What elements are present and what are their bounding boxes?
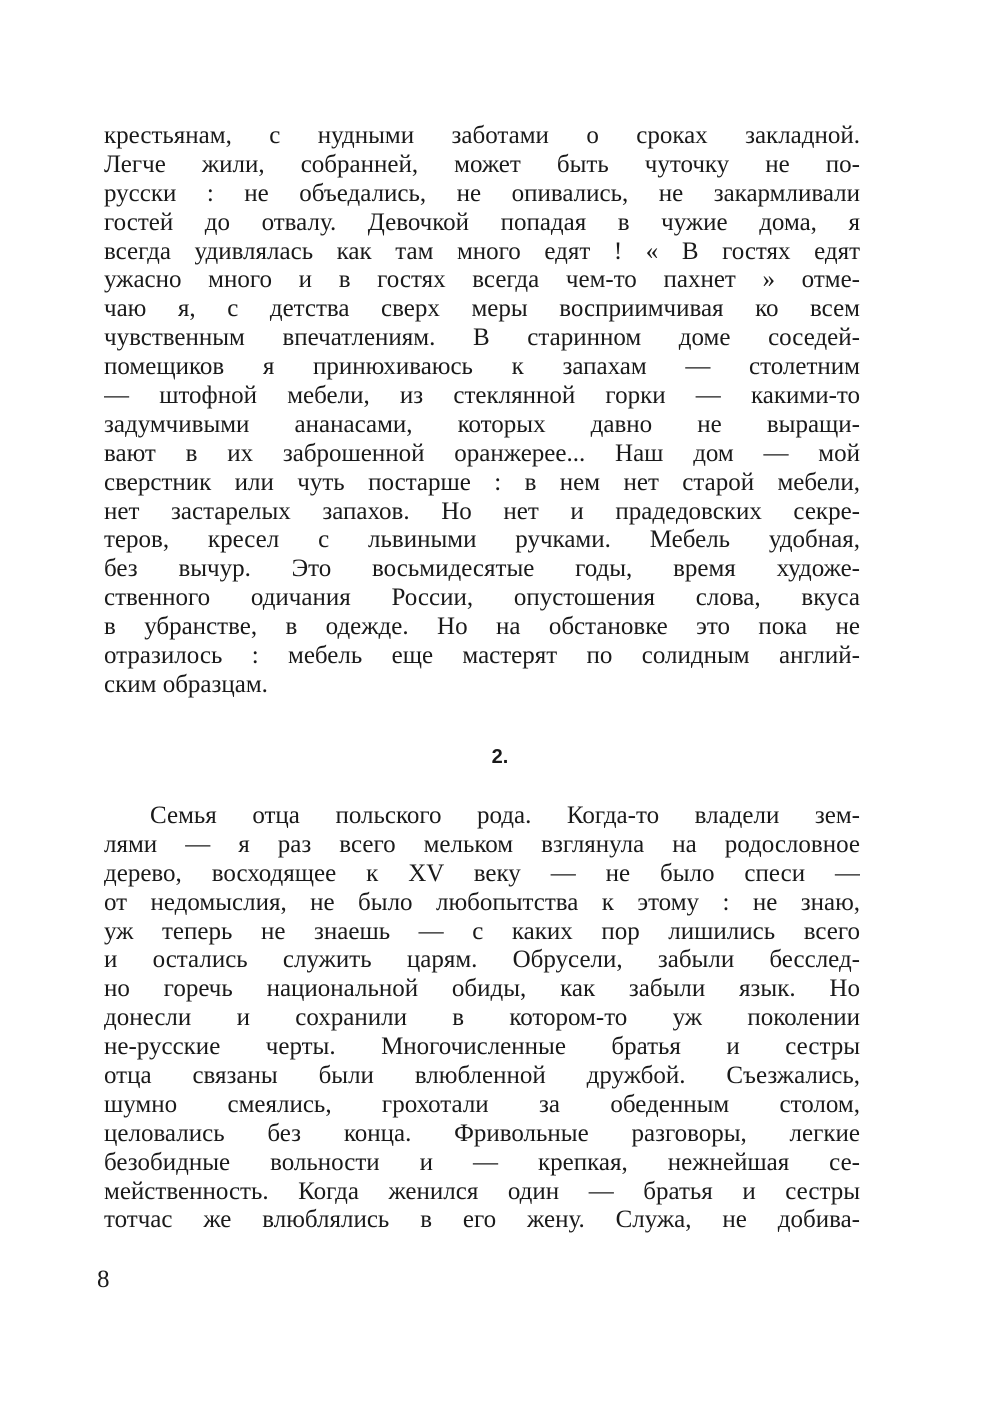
text-line: теров, кресел с львиными ручками. Мебель удобная, <box>104 526 860 554</box>
text-line: чувственным впечатлениям. В старинном доме соседей- <box>104 324 860 352</box>
page-number: 8 <box>97 1266 110 1293</box>
paragraph <box>104 802 860 1235</box>
text-line: нет застарелых запахов. Но нет и прадедовских секре- <box>104 497 860 525</box>
text-line: лями — я раз всего мельком взглянула на родословное <box>104 830 860 858</box>
text-line: отца связаны были влюбленной дружбой. Съезжались, <box>104 1062 860 1090</box>
text-line: отразилось : мебель еще мастерят по солидным англий- <box>104 642 860 670</box>
text-line: — штофной мебели, из стеклянной горки — какими-то <box>104 382 860 410</box>
text-line: безобидные вольности и — крепкая, нежнейшая се- <box>104 1148 860 1176</box>
text-line: но горечь национальной обиды, как забыли язык. Но <box>104 975 860 1003</box>
text-line: задумчивыми ананасами, которых давно не выращи- <box>104 410 860 438</box>
text-line: ским образцам. <box>104 670 268 698</box>
text-line: чаю я, с детства сверх меры восприимчивая ко всем <box>104 295 860 323</box>
text-line: помещиков я принюхиваюсь к запахам — столетним <box>104 353 860 381</box>
text-line: от недомыслия, не было любопытства к этому : не знаю, <box>104 888 860 916</box>
text-line: Семья отца польского рода. Когда-то владели зем- <box>150 802 860 829</box>
text-line: без вычур. Это восьмидесятые годы, время художе- <box>104 555 860 583</box>
text-line: дерево, восходящее к XV веку — не было спеси — <box>104 859 860 887</box>
text-line: Легче жили, собранней, может быть чуточку не по- <box>104 150 860 178</box>
text-line: не-русские черты. Многочисленные братья и сестры <box>104 1033 860 1061</box>
text-line: крестьянам, с нудными заботами о сроках закладной. <box>104 122 860 149</box>
text-line: вают в их заброшенной оранжерее... Наш дом — мой <box>104 439 860 467</box>
text-line: тотчас же влюблялись в его жену. Служа, не добива- <box>104 1206 860 1234</box>
text-line: и остались служить царям. Обрусели, забыли бесслед- <box>104 946 860 974</box>
section-number: 2. <box>491 746 509 768</box>
text-line: уж теперь не знаешь — с каких пор лишились всего <box>104 917 860 945</box>
text-line: целовались без конца. Фривольные разговоры, легкие <box>104 1119 860 1147</box>
text-line: шумно смеялись, грохотали за обеденным столом, <box>104 1090 860 1118</box>
text-line: всегда удивлялась как там много едят ! « В гостях едят <box>104 237 860 265</box>
text-line: сверстник или чуть постарше : в нем нет старой мебели, <box>104 468 860 496</box>
text-line: донесли и сохранили в котором-то уж поколении <box>104 1004 860 1032</box>
text-line: ужасно много и в гостях всегда чем-то пахнет » отме- <box>104 266 860 294</box>
text-line: русски : не объедались, не опивались, не закармливали <box>104 179 860 207</box>
paragraph-continued <box>104 122 860 700</box>
text-line: мейственность. Когда женился один — братья и сестры <box>104 1177 860 1205</box>
text-line: в убранстве, в одежде. Но на обстановке это пока не <box>104 613 860 641</box>
text-line: ственного одичания России, опустошения слова, вкуса <box>104 584 860 612</box>
text-line: гостей до отвалу. Девочкой попадая в чужие дома, я <box>104 208 860 236</box>
